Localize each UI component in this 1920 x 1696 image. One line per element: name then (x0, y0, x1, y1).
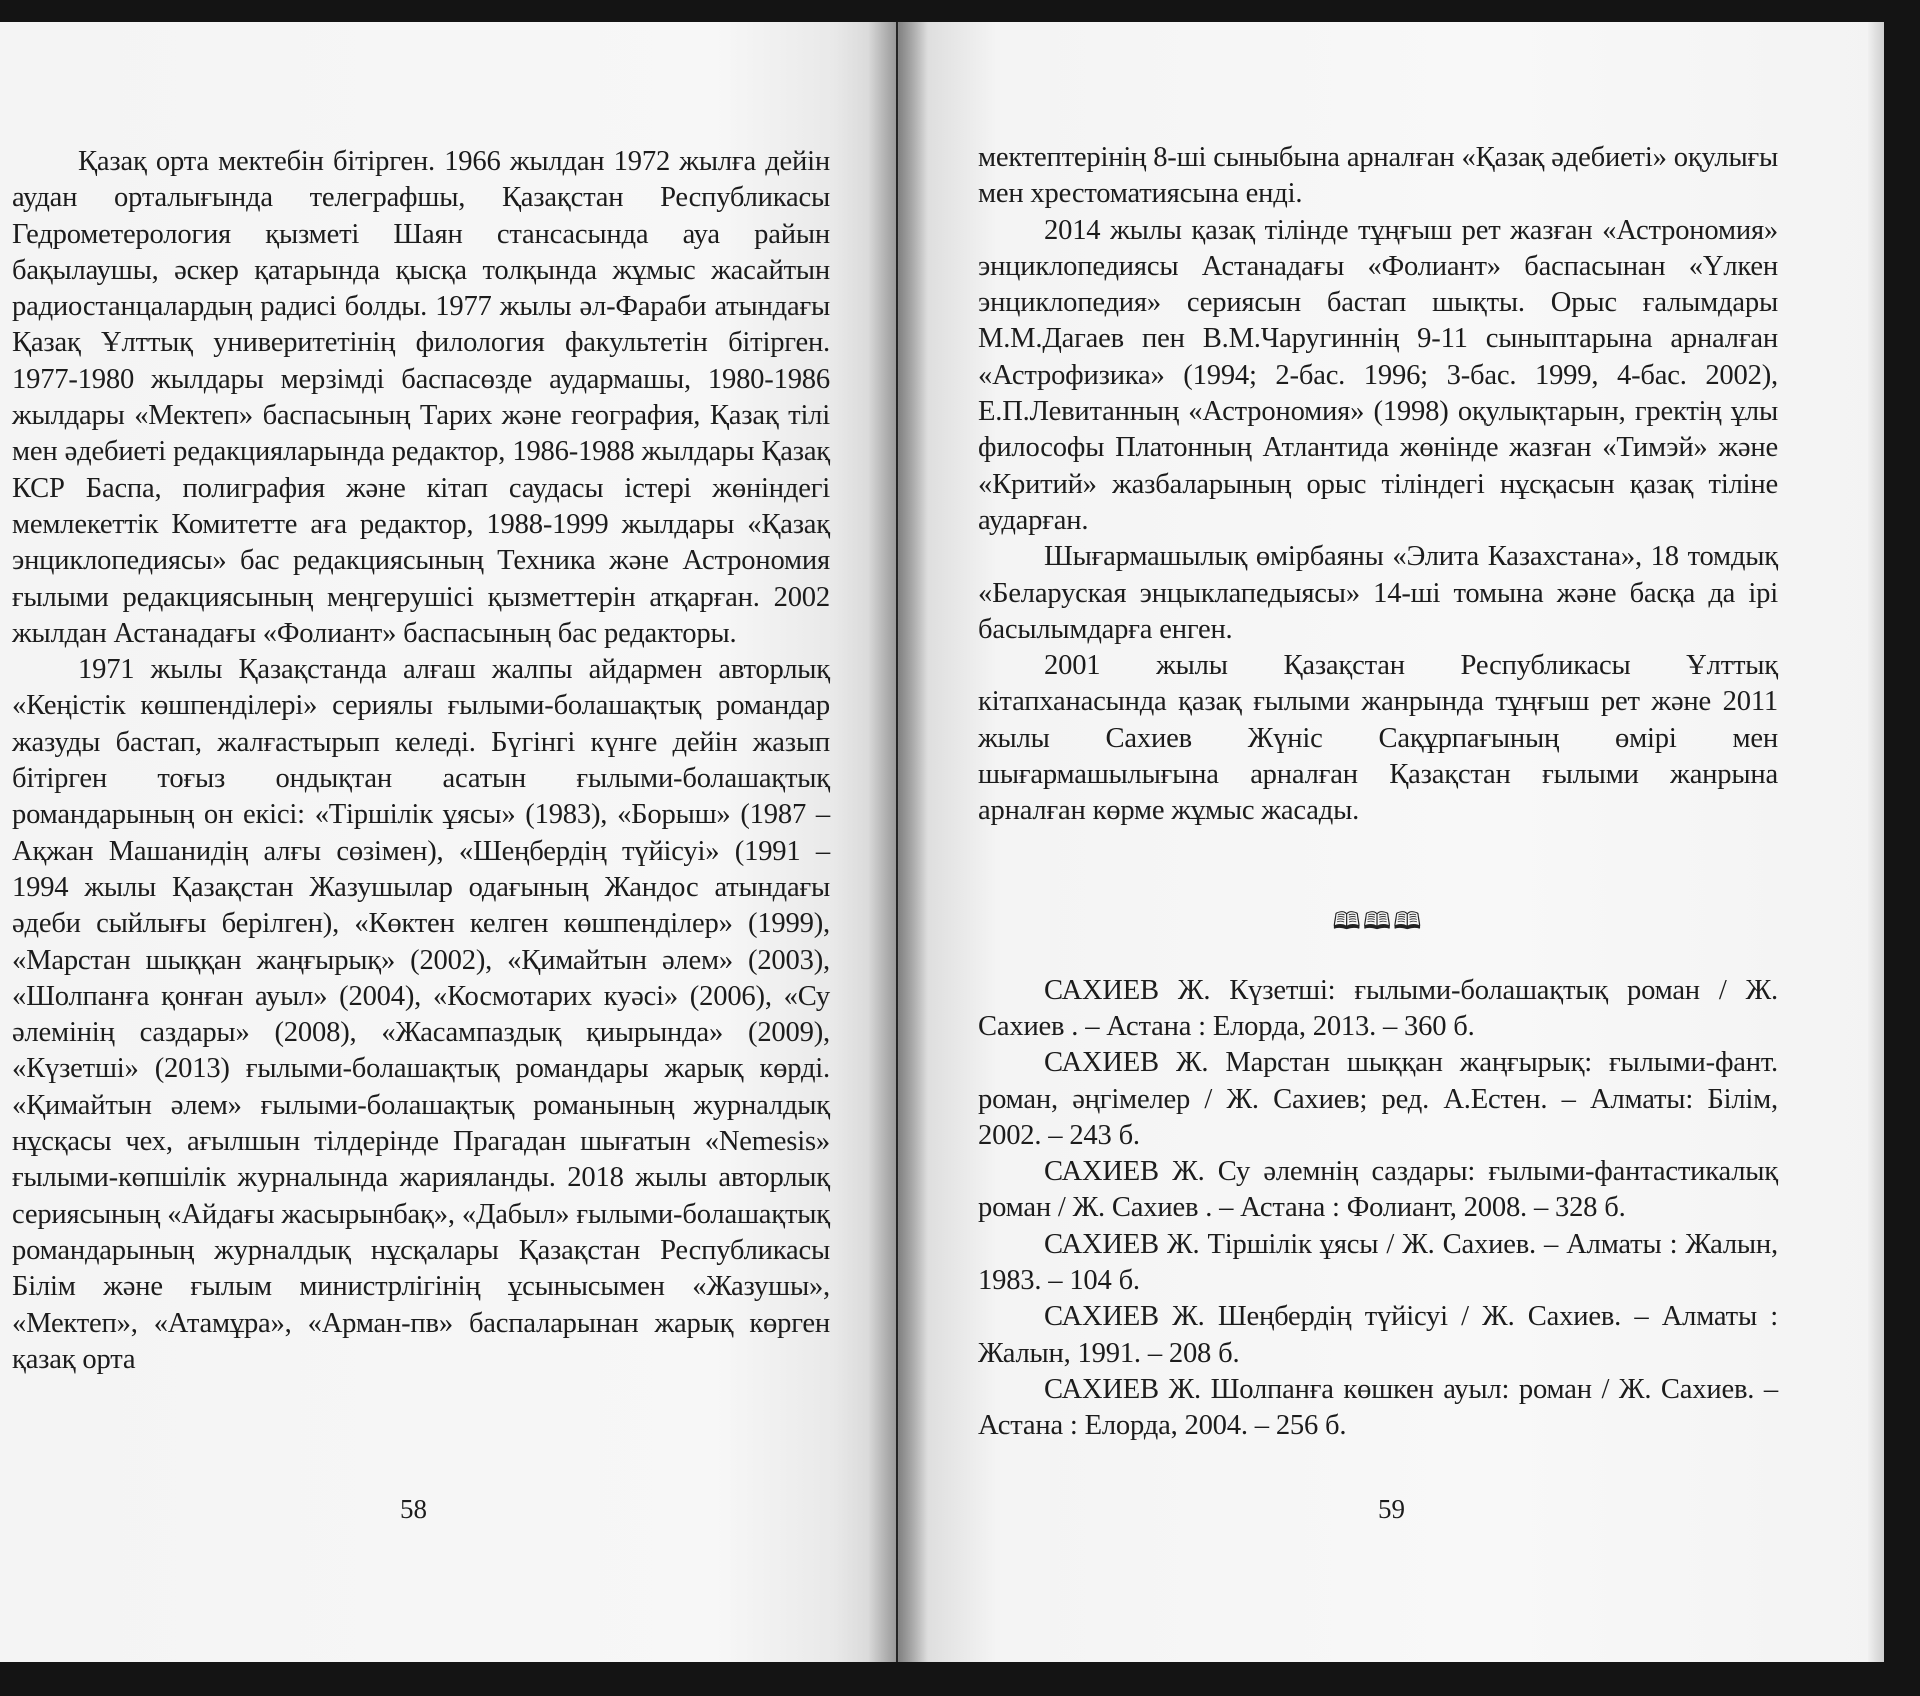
page-edge (1868, 22, 1884, 1662)
right-page (898, 22, 1884, 1662)
left-page (0, 22, 896, 1662)
right-page-text (978, 140, 1778, 1445)
bibliography-list (978, 973, 1778, 1445)
paragraph: мектептерінің 8-ші сыныбына арналған «Қазақ әдебиеті» оқулығы мен хрестоматиясына енді. (978, 142, 1778, 210)
page-number: 59 (1378, 1494, 1405, 1524)
paragraph: Шығармашылық өмірбаяны «Элита Казахстана», 18 томдық «Беларуская энцыклапедыясы» 14-ші томына және басқа да ірі басылымдарға енген. (978, 541, 1778, 645)
books-ornament-icon: 🕮🕮🕮 (1332, 906, 1424, 935)
bibliography-entry: САХИЕВ Ж. Марстан шыққан жаңғырық: ғылыми-фант. роман, әңгімелер / Ж. Сахиев; ред. А.Естен. – Алматы: Білім, 2002. – 243 б. (978, 1047, 1778, 1151)
bibliography-entry: САХИЕВ Ж. Су әлемнің саздары: ғылыми-фантастикалық роман / Ж. Сахиев . – Астана : Фолиант, 2008. – 328 б. (978, 1156, 1778, 1224)
bibliography-entry: САХИЕВ Ж. Тіршілік ұясы / Ж. Сахиев. – Алматы : Жалын, 1983. – 104 б. (978, 1228, 1778, 1297)
bibliography-entry: САХИЕВ Ж. Шеңбердің түйісуі / Ж. Сахиев. – Алматы : Жалын, 1991. – 208 б. (978, 1301, 1778, 1369)
page-number: 58 (400, 1494, 427, 1524)
left-page-text (12, 144, 830, 1378)
paragraph: Қазақ орта мектебін бітірген. 1966 жылдан 1972 жылға дейін аудан орталығында телеграфшы, Қазақстан Республикасы Гедрометерология қызметі Шаян стансасында ауа райын бақылаушы, әскер қатарында қысқа толқында жұмыс жасайтын радиостанцалардың радисі болды. 1977 жылы әл-Фараби атындағы Қазақ Ұлттық универитетінің филология факультетін бітірген. 1977-1980 жылдары мерзімді баспасөзде аудармашы, 1980-1986 жылдары «Мектеп» баспасының Тарих және география, Қазақ тілі мен әдебиеті редакцияларында редактор, 1986-1988 жылдары Қазақ КСР Баспа, полиграфия және кітап саудасы істері жөніндегі мемлекеттік Комитетте аға редактор, 1988-1999 жылдары «Қазақ энциклопедиясы» бас редакциясының Техника және Астрономия ғылыми редакциясының меңгерушісі қызметтерін атқарған. 2002 жылдан Астанадағы «Фолиант» баспасының бас редакторы. (12, 146, 830, 649)
paragraph: 2001 жылы Қазақстан Республикасы Ұлттық кітапханасында қазақ ғылыми жанрында тұңғыш рет және 2011 жылы Сахиев Жүніс Сақұрпағының өмірі мен шығармашылығына арналған Қазақстан ғылыми жанрына арналған көрме жұмыс жасады. (978, 650, 1778, 827)
book-spread (0, 22, 1884, 1662)
bibliography-entry: САХИЕВ Ж. Шолпанға көшкен ауыл: роман / Ж. Сахиев. – Астана : Елорда, 2004. – 256 б. (978, 1373, 1778, 1442)
paragraph: 2014 жылы қазақ тілінде тұңғыш рет жазған «Астрономия» энциклопедиясы Астанадағы «Фолиант» баспасынан «Үлкен энциклопедия» сериясын бастап шықты. Орыс ғалымдары М.М.Дагаев пен В.М.Чаругиннің 9-11 сыныптарына арналған «Астрофизика» (1994; 2-бас. 1996; 3-бас. 1999, 4-бас. 2002), Е.П.Левитанның «Астрономия» (1998) оқулықтарын, гректің ұлы философы Платонның Атлантида жөнінде жазған «Тимэй» және «Критий» жазбаларының орыс тіліндегі нұсқасын қазақ тіліне аударған. (978, 214, 1778, 536)
bibliography-entry: САХИЕВ Ж. Күзетші: ғылыми-болашақтық роман / Ж. Сахиев . – Астана : Елорда, 2013. – 360 б. (978, 974, 1778, 1042)
paragraph: 1971 жылы Қазақстанда алғаш жалпы айдармен авторлық «Кеңістік көшпенділері» сериялы ғылыми-болашақтық романдар жазуды бастап, жалғастырып келеді. Бүгінгі күнге дейін жазып бітірген тоғыз ондықтан асатын ғылыми-болашақтық романдарының он екісі: «Тіршілік ұясы» (1983), «Борыш» (1987 – Ақжан Машанидің алғы сөзімен), «Шеңбердің түйісуі» (1991 – 1994 жылы Қазақстан Жазушылар одағының Жандос атындағы әдеби сыйлығы берілген), «Көктен келген көшпенділер» (1999), «Марстан шыққан жаңғырық» (2002), «Қимайтын әлем» (2003), «Шолпанға қонған ауыл» (2004), «Космотарих куәсі» (2006), «Су әлемінің саздары» (2008), «Жасампаздық қиырында» (2009), «Күзетші» (2013) ғылыми-болашақтық романдары жарық көрді. «Қимайтын әлем» ғылыми-болашақтық романының журналдық нұсқасы чех, ағылшын тілдерінде Прагадан шығатын «Nemesis» ғылыми-көпшілік журналында жарияланды. 2018 жылы авторлық сериясының «Айдағы жасырынбақ», «Дабыл» ғылыми-болашақтық романдарының журналдық нұсқалары Қазақстан Республикасы Білім және ғылым министрлігінің ұсынысымен «Жазушы», «Мектеп», «Атамұра», «Арман-пв» баспаларынан жарық көрген қазақ орта (12, 654, 830, 1375)
